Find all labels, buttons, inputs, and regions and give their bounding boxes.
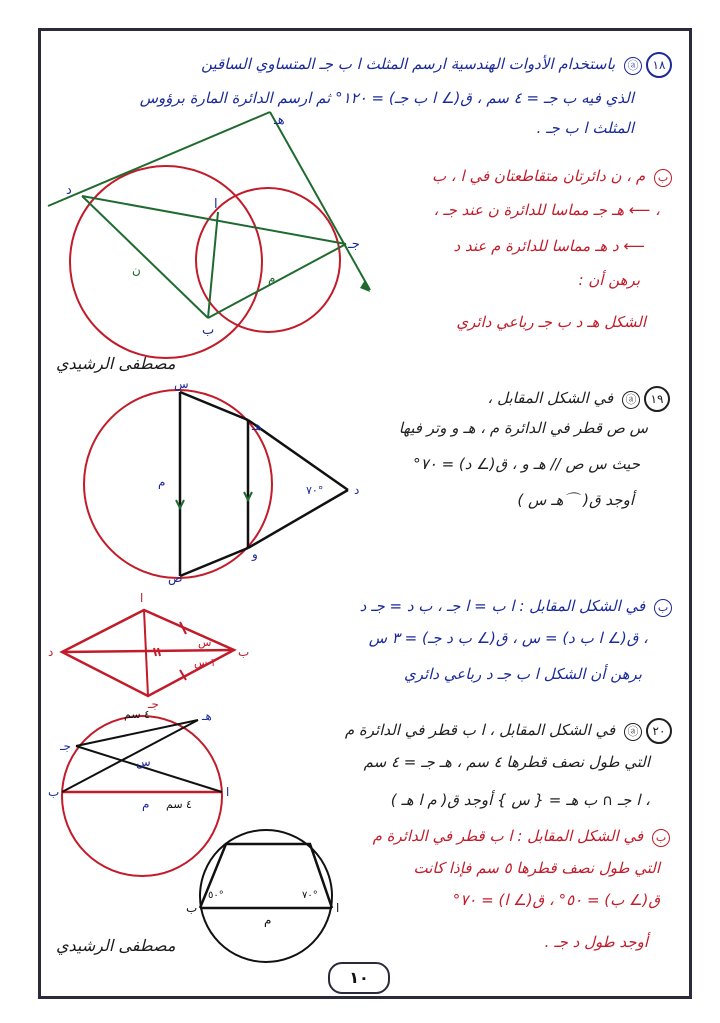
q18-line-bc <box>208 244 346 318</box>
q19-part-b-marker: ب <box>654 599 672 617</box>
q18-label-a: ا <box>214 197 218 212</box>
q20-b-label-b: ب <box>186 901 198 915</box>
q18-number: ١٨ <box>646 52 672 78</box>
q19-a-line4: أوجد ق( ⌒هـ س ) <box>517 491 634 509</box>
q20-part-b-marker: ب <box>652 829 670 847</box>
q19-label-d: د <box>354 483 360 497</box>
q20-b-line1 <box>373 826 670 847</box>
q19-b-line1 <box>360 596 672 617</box>
q18-label-c: جـ <box>348 237 360 252</box>
q19-label-angle: ٧٠° <box>306 484 324 497</box>
q18-line-db <box>82 196 208 318</box>
q18-line-ab <box>208 212 218 318</box>
q18-label-b: ب <box>202 323 215 338</box>
q19-a-text1: في الشكل المقابل ، <box>487 389 614 407</box>
q19-b-label-b: ب <box>238 645 250 659</box>
q20-b-text1: في الشكل المقابل : ا ب قطر في الدائرة م <box>372 827 644 845</box>
q18-circle-n <box>70 166 262 358</box>
q19-b-label-x: س <box>198 636 212 649</box>
q19-b-line2: ، ق(∠ ا ب د) = س ، ق(∠ ب د جـ) = ٣ س <box>368 629 648 647</box>
q19-b-figure <box>48 586 254 712</box>
q20-part-a-marker: ⓐ <box>624 723 642 741</box>
q20-label-b: ب <box>48 785 60 799</box>
q18-b-line3: ⟵ د هـ مماسا للدائرة م عند د <box>453 237 645 255</box>
q19-b-line3: برهن أن الشكل ا ب جـ د رباعي دائري <box>404 665 642 683</box>
q20-a-line3: ، ا جـ ∩ ب هـ = { س } أوجد ق( م ا هـ ) <box>390 791 650 809</box>
q19-b-tick-3 <box>154 648 156 656</box>
q18-part-b-marker: ب <box>654 169 672 187</box>
q18-a-text1: باستخدام الأدوات الهندسية ارسم المثلث ا ب جـ المتساوي الساقين <box>201 55 616 73</box>
q19-b-label-3x: ٣ س <box>194 656 217 669</box>
q20-line-ac <box>76 746 222 792</box>
q18-a-line2: الذي فيه ب جـ = ٤ سم ، ق(∠ ا ب جـ) = ١٢٠° ثم ارسم الدائرة المارة برؤوس <box>139 89 634 107</box>
q18-a-line3: المثلث ا ب جـ . <box>536 119 634 137</box>
q20-a-line1 <box>345 718 672 744</box>
q19-label-sad: ص <box>168 571 183 585</box>
q19-label-h: هـ <box>252 419 262 433</box>
q20-b-line4: أوجد طول د جـ . <box>544 933 648 951</box>
q20-label-a: ا <box>226 785 230 799</box>
q18-label-d: د <box>66 183 72 198</box>
signature-top: مصطفى الرشيدي <box>56 354 176 373</box>
q20-label-top-length: ٤ سم <box>124 708 150 721</box>
q19-b-segment <box>144 610 148 696</box>
q20-a-line2: التي طول نصف قطرها ٤ سم ، هـ جـ = ٤ سم <box>363 753 650 771</box>
q20-number: ٢٠ <box>646 718 672 744</box>
q19-b-tick-4 <box>158 648 160 656</box>
q20-b-line2: التي طول نصف قطرها ٥ سم فإذا كانت <box>413 859 660 877</box>
q20-b-line3: ق(∠ ب) = ٥٠° ، ق(∠ ا) = ٧٠° <box>452 891 660 909</box>
q19-b-text1: في الشكل المقابل : ا ب = ا جـ ، ب د = جـ د <box>359 597 646 615</box>
q20-label-c: جـ <box>60 739 71 753</box>
page-number: ١٠ <box>328 962 390 994</box>
q18-tangent-d <box>48 112 270 206</box>
signature-bottom: مصطفى الرشيدي <box>56 936 176 955</box>
q18-label-h: هـ <box>274 113 285 128</box>
q19-part-a-marker: ⓐ <box>622 391 640 409</box>
q18-figure <box>40 100 390 360</box>
q20-label-h: هـ <box>202 709 212 723</box>
q18-a-line1 <box>201 52 672 78</box>
q18-part-a-marker: ⓐ <box>624 57 642 75</box>
q19-tangent-h <box>248 420 348 490</box>
q19-tangent-w <box>248 490 348 548</box>
q18-label-m: م <box>268 271 276 285</box>
q19-label-w: و <box>252 547 258 561</box>
q20-a-text1: في الشكل المقابل ، ا ب قطر في الدائرة م <box>344 721 616 739</box>
q18-b-line1 <box>432 166 672 187</box>
q19-label-m: م <box>158 475 166 489</box>
q19-b-diagonal <box>62 650 234 652</box>
q19-label-s: س <box>174 377 189 391</box>
q20-b-label-m: م <box>264 913 272 927</box>
q19-b-label-a: ا <box>140 591 144 605</box>
q19-a-line1 <box>488 386 670 412</box>
q19-b-label-c: جـ <box>148 697 159 711</box>
q20-b-label-angle-b: ٥٠° <box>208 890 224 901</box>
q19-b-label-d: د <box>48 645 54 659</box>
q20-label-m: م <box>142 797 150 811</box>
q18-label-n: ن <box>132 263 141 277</box>
q18-b-line4: برهن أن : <box>578 271 640 289</box>
q18-b-line2: ، ⟵ هـ جـ مماسا للدائرة ن عند جـ ، <box>433 201 660 219</box>
q20-b-figure <box>180 824 350 964</box>
q18-tangent-c <box>270 112 370 290</box>
q19-a-figure <box>80 376 370 586</box>
q20-label-bottom-length: ٤ سم <box>166 798 192 811</box>
q19-number: ١٩ <box>644 386 670 412</box>
q18-b-line5: الشكل هـ د ب جـ رباعي دائري <box>456 313 646 331</box>
q19-a-line3: حيث س ص // هـ و ، ق(∠ د) = ٧٠° <box>413 455 640 473</box>
q19-a-line2: س ص قطر في الدائرة م ، هـ و وتر فيها <box>398 419 648 437</box>
q20-line-bh <box>62 720 198 792</box>
q20-label-s: س <box>136 755 151 769</box>
q18-b-text1: م ، ن دائرتان متقاطعتان في ا ، ب <box>432 167 646 185</box>
q20-b-label-angle-a: ٧٠° <box>302 890 318 901</box>
q20-b-label-a: ا <box>336 901 340 915</box>
